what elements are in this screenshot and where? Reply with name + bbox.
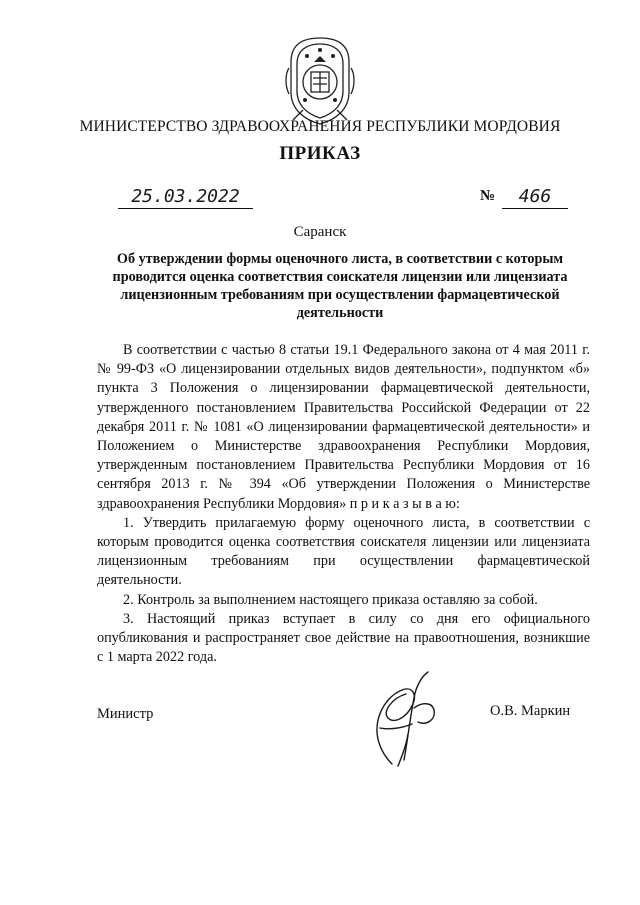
ministry-name: МИНИСТЕРСТВО ЗДРАВООХРАНЕНИЯ РЕСПУБЛИКИ МОРДОВИЯ <box>79 118 561 135</box>
coat-of-arms-icon <box>283 34 357 126</box>
signer-position: Министр <box>97 706 154 722</box>
order-body <box>97 341 590 667</box>
order-number: 466 <box>502 186 568 209</box>
signer-name: О.В. Маркин <box>490 703 571 719</box>
order-date: 25.03.2022 <box>118 186 253 209</box>
order-word: п р и к а з ы в а ю: <box>349 495 460 512</box>
number-label: № <box>480 188 496 204</box>
order-item-1: 1. Утвердить прилагаемую форму оценочного листа, в соответствии с которым проводится оценка соответствия соискателя лицензии или лицензиата лицензионным требованиям при осуществлении фармацевтической деятельности. <box>97 514 590 589</box>
order-item-2: 2. Контроль за выполнением настоящего приказа оставляю за собой. <box>123 591 538 608</box>
order-number-block <box>480 186 580 210</box>
preamble <box>97 341 590 514</box>
city: Саранск <box>293 224 347 240</box>
preamble-text: В соответствии с частью 8 статьи 19.1 Федерального закона от 4 мая 2011 г. № 99-ФЗ «О лицензировании отдельных видов деятельности», подпунктом «б» пункта 3 Положения о лицензировании фармацевтической деятельности, утвержденного постановлением Правительства Российской Федерации от 22 декабря 2011 г. № 1081 «О лицензировании фармацевтической деятельности» и Положением о Министерстве здравоохранения Республики Мордовия, утвержденным постановлением Правительства Республики Мордовия от 16 сентября 2013 г. № 394 «Об утверждении Положения о Министерстве здравоохранения Республики Мордовия» <box>97 342 590 512</box>
handwritten-signature-icon <box>362 668 442 770</box>
order-subject: Об утверждении формы оценочного листа, в соответствии с которым проводится оценка соответствия соискателя лицензии или лицензиата лицензионным требованиям при осуществлении фармацевтической деятельности <box>112 251 568 321</box>
order-item-3: 3. Настоящий приказ вступает в силу со дня его официального опубликования и распространяет свое действие на правоотношения, возникшие с 1 марта 2022 года. <box>97 610 590 666</box>
document-type: ПРИКАЗ <box>279 143 361 164</box>
